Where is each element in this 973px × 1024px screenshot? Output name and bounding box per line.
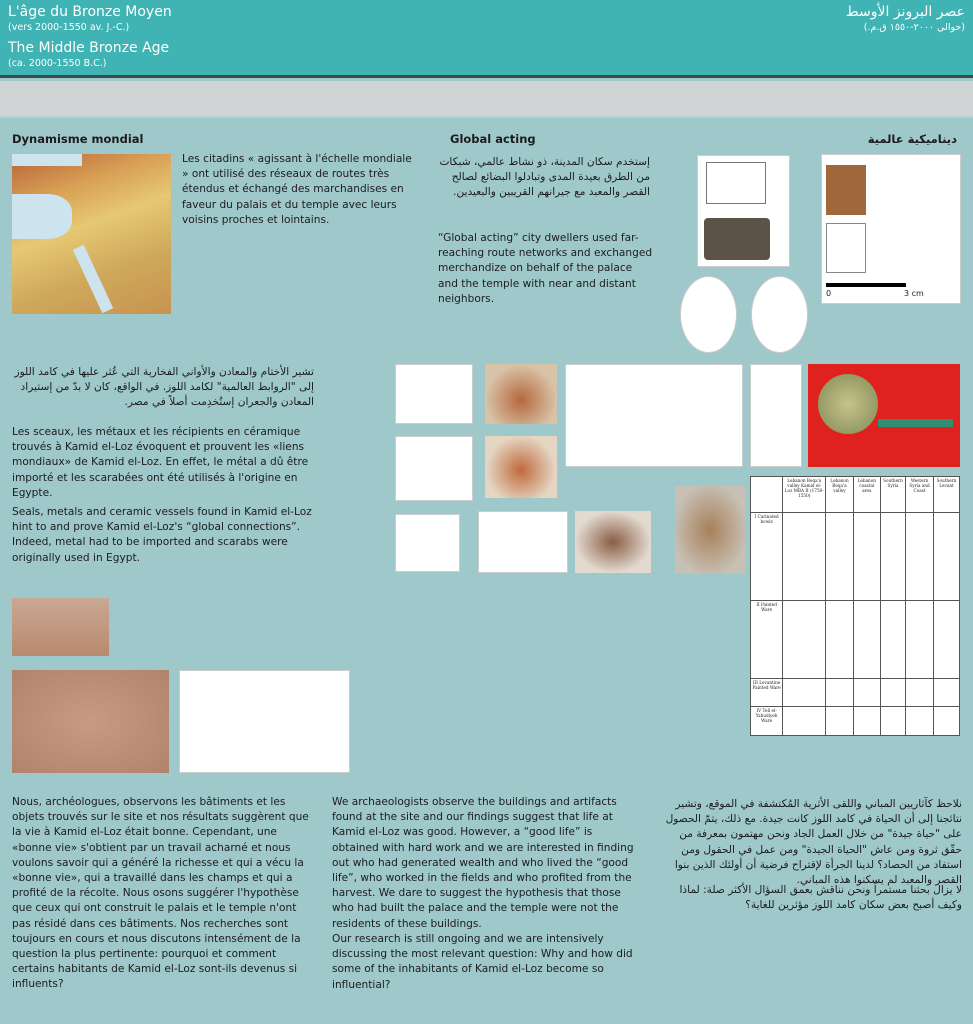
typology-col: Lebanon Beqa'a valley xyxy=(826,477,854,513)
typology-col: Southern Syria xyxy=(880,477,905,513)
scale-zero: 0 xyxy=(826,289,832,298)
header-banner xyxy=(0,0,973,78)
dates-fr: (vers 2000-1550 av. J.-C.) xyxy=(8,22,130,33)
scarab-drawing-1 xyxy=(680,276,737,353)
typology-row: II Painted Ware xyxy=(751,601,783,679)
jar-photo xyxy=(675,486,745,574)
bowl-photo xyxy=(485,364,557,424)
metal-objects-photo xyxy=(808,364,960,467)
title-ar: عصر البرونز الأوسط xyxy=(845,4,965,20)
scale-label: 3 cm xyxy=(904,289,924,298)
divider-band xyxy=(0,81,973,118)
pottery-typology-table xyxy=(750,476,960,736)
text-en-seals: Seals, metals and ceramic vessels found in Kamid el-Loz hint to and prove Kamid el-Loz's “global connections”. Indeed, metal had to be imported and scarabs were originally used in Egypt. xyxy=(12,506,312,564)
typology-col: Western Syria and Coast xyxy=(906,477,934,513)
typology-col: Southern Levant xyxy=(933,477,959,513)
text-en-global: “Global acting” city dwellers used far-reaching route networks and exchanged merchandize on behalf of the palace and the temple with near and distant neighbors. xyxy=(438,232,653,305)
relief-photo xyxy=(12,670,169,773)
title-en: The Middle Bronze Age xyxy=(8,40,170,56)
text-ar-research-2: لا يزال بحثنا مستمراً ونحن نناقش بعمق السؤال الأكثر صلة: لماذا وكيف أصبح بعض سكان كامد اللوز مؤثرين للغاية؟ xyxy=(679,884,962,912)
dates-en: (ca. 2000-1550 B.C.) xyxy=(8,58,107,69)
bowl-photo-2 xyxy=(485,436,557,498)
seal-with-scale xyxy=(821,154,961,304)
relief-fragment-photo xyxy=(12,598,109,656)
text-ar-seals: تشير الأختام والمعادن والأواني الفخارية التي عُثر عليها في كامد اللوز إلى "الروابط العالمية" لكامد اللوز. في الواقع، كان لا بدّ من إستيراد المعادن والجعران إستُخدِمت أصلاً في مصر. xyxy=(14,366,314,409)
text-en-research-1: We archaeologists observe the buildings and artifacts found at the site and our findings suggest that life at Kamid el-Loz was good. However, a “good life” is obtained with hard work and we are interested in finding out who had generated wealth and who lived the “good life”, who worked in the fields and who profited from the harvest. We dare to suggest the hypothesis that those who had built the palace and the temple were not the residents of these buildings. xyxy=(332,796,634,930)
jug-drawing xyxy=(395,364,473,424)
vessel-section-drawing xyxy=(750,364,802,467)
heading-ar: ديناميكية عالمية xyxy=(867,132,957,146)
text-fr-research: Nous, archéologues, observons les bâtiments et les objets trouvés sur le site et nos résultats suggèrent que la vie à Kamid el-Loz était bonne. Cependant, une «bonne vie» s'obtient par un travail acharné et nous voulons savoir qui a généré la richesse et qui a vécu la «bonne vie», qui a travaillé dans les champs et qui a profité de la récolte. Nous osons suggérer l'hypothèse que ceux qui ont construit le palais et le temple n'ont pas résidé dans ces bâtiments. Nos recherches sont toujours en cours et nous discutons intensément de la question la plus pertinente: pourquoi et comment certains habitants de Kamid el-Loz sont-ils devenus si influents? xyxy=(12,796,309,991)
text-ar-research-1: نلاحظ كآثاريين المباني واللقى الأثرية المُكتشفة في الموقع، وتشير نتائجنا إلى أن الحياة في كامد اللوز كانت جيدة. مع ذلك، يتمّ الحصول على "حياة جيدة" من خلال العمل الجاد ونحن مهتمون بمعرفة من حقّق ثروة ومن عاش "الحياة الجيدة" ومن عمل في الحقول ومن استفاد من الحصاد؟ لدينا الجرأة لإقتراح فرضية أن أولئك الذين بنوا القصر والمعبد لم يسكنوا هذه المباني. xyxy=(665,798,962,887)
heading-en: Global acting xyxy=(450,132,536,146)
scarab-drawing-2 xyxy=(751,276,808,353)
text-en-research-2: Our research is still ongoing and we are intensively discussing the most relevant question: Why and how did some of the inhabitants of Kamid el-Loz become so influential? xyxy=(332,933,633,991)
dates-ar: (حوالي ٢٠٠٠-١٥٥٠ ق.م.) xyxy=(863,22,965,33)
seal-impression-drawing xyxy=(697,155,790,267)
heading-fr: Dynamisme mondial xyxy=(12,132,144,146)
text-ar-global: إستخدم سكان المدينة، ذو نشاط عالمي، شبكات من الطرق بعيدة المدى وتبادلوا البضائع لصالح القصر والمعبد مع جيرانهم القريبين والبعيدين. xyxy=(439,156,650,199)
sherd-drawings xyxy=(565,364,743,467)
map-near-east xyxy=(12,154,171,314)
typology-row: I Carinated bowls xyxy=(751,513,783,601)
typology-row: III Levantine Painted Ware xyxy=(751,679,783,707)
title-fr: L'âge du Bronze Moyen xyxy=(8,4,172,20)
typology-col: Lebanon Beqa'a valley Kamid el-Loz MBA II (1750-1550) xyxy=(783,477,826,513)
krater-photo xyxy=(575,511,651,573)
typology-col: Lebanon coastal area xyxy=(853,477,880,513)
text-fr-seals: Les sceaux, les métaux et les récipients en céramique trouvés à Kamid el-Loz évoquent et prouvent les «liens mondiaux» de Kamid el-Loz. En effet, le métal a dû être importé et les scarabées ont été utilisés à l'origine en Egypte. xyxy=(12,426,309,499)
krater-drawing xyxy=(478,511,568,573)
text-fr-global: Les citadins « agissant à l'échelle mondiale » ont utilisé des réseaux de routes très étendus et échangé des marchandises en faveur du palais et du temple avec leurs voisins proches et lointains. xyxy=(182,153,412,226)
jug-drawing-2 xyxy=(395,436,473,501)
jug-drawing-3 xyxy=(395,514,460,572)
relief-drawing xyxy=(179,670,350,773)
typology-row: IV Tell el-Yahudiyeh Ware xyxy=(751,707,783,736)
